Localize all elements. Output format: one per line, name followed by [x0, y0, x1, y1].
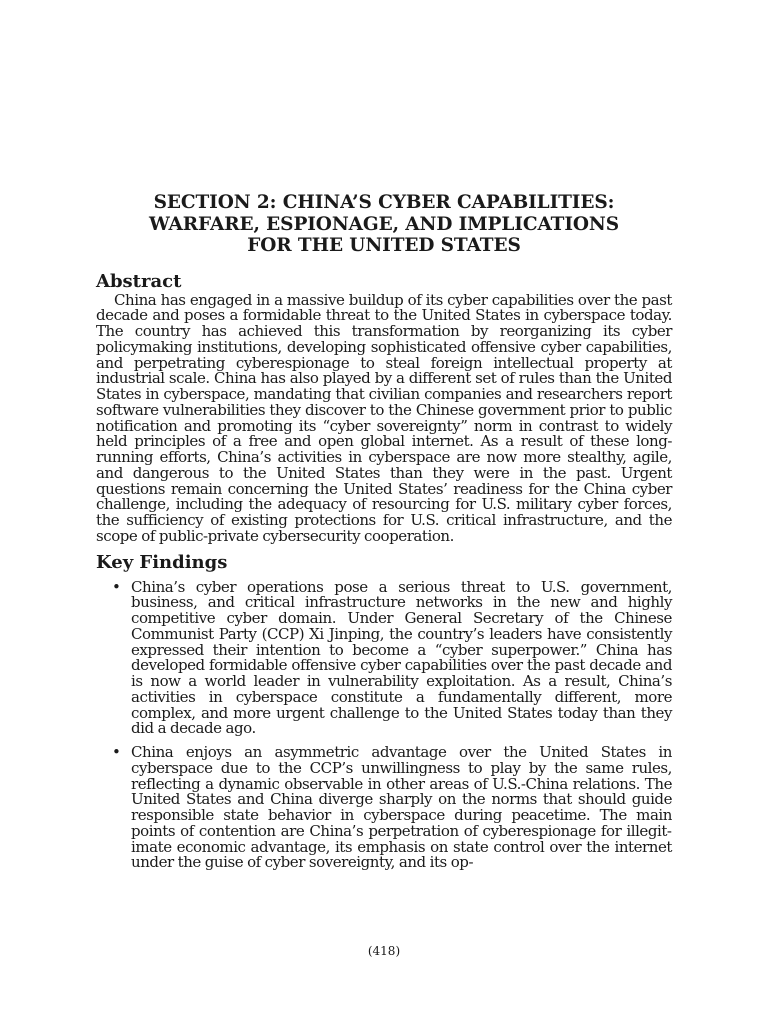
- abstract-paragraph: China has engaged in a massive buildup of its cyber capabilities over the past decade and poses a formidable threat to the United States in cyberspace today. The country has achieved this transformation by reorganizing its cyber policymaking institutions, developing sophisticated offensive cyber capabilities, and perpetrating cyberespionage to steal foreign intellectual property at industrial scale. China has also played by a different set of rules than the United States in cyberspace, mandating that civilian companies and researchers report software vulnerabilities they discover to the Chinese government prior to public notification and promoting its “cyber sovereignty” norm in contrast to widely held principles of a free and open global internet. As a result of these long-running efforts, China’s activities in cyberspace are now more stealthy, agile, and dangerous to the United States than they were in the past. Urgent questions remain concerning the United States’ readiness for the China cyber challenge, including the adequacy of resourcing for U.S. military cyber forces, the sufficiency of existing protections for U.S. critical infrastructure, and the scope of public-private cybersecurity cooperation.: [96, 290, 672, 545]
- page-number: (418): [367, 944, 401, 958]
- section-title-line-1: SECTION 2: CHINA’S CYBER CAPABILITIES:: [153, 192, 615, 213]
- section-title: [96, 192, 672, 257]
- key-findings-list: [96, 577, 672, 872]
- bullet-icon: •: [112, 743, 121, 761]
- key-finding-text: China enjoys an asymmetric advantage over the United States in cyberspace due to the CCP’s unwillingness to play by the same rules, reflecting a dynamic observable in other areas of U.S.-China relations. The United States and China diverge sharply on the norms that should guide responsible state behavior in cyberspace during peacetime. The main points of contention are China’s perpetration of cyberespionage for illegitimate economic advantage, its emphasis on state control over the internet under the guise of cyber sovereignty, and its op-: [131, 743, 672, 872]
- document-page: [96, 192, 672, 879]
- abstract-heading: Abstract: [96, 270, 182, 292]
- section-title-line-2: WARFARE, ESPIONAGE, AND IMPLICATIONS: [149, 213, 619, 235]
- key-finding-item: [96, 745, 672, 871]
- section-title-line-3: FOR THE UNITED STATES: [247, 235, 521, 256]
- key-findings-heading: Key Findings: [96, 551, 228, 573]
- bullet-icon: •: [112, 577, 121, 596]
- key-finding-item: [96, 577, 672, 738]
- key-finding-text: China’s cyber operations pose a serious threat to U.S. government, business, and critical infrastructure networks in the new and highly competitive cyber domain. Under General Secretary of the Chinese Communist Party (CCP) Xi Jinping, the country’s leaders have consistently expressed their intention to become a “cyber superpower.” China has developed formidable offensive cyber capabilities over the past decade and is now a world leader in vulnerability exploitation. As a result, China’s activities in cyberspace constitute a fundamentally different, more complex, and more urgent challenge to the United States today than they did a decade ago.: [131, 577, 672, 738]
